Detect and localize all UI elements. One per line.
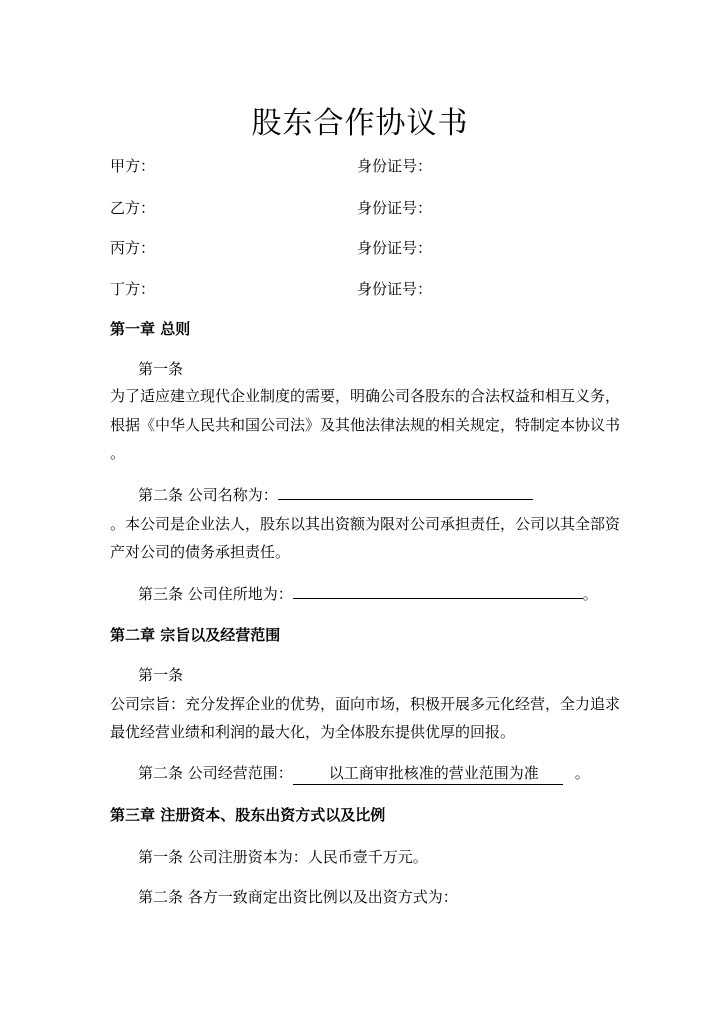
chapter1-article2-line2: 。本公司是企业法人，股东以其出资额为限对公司承担责任，公司以其全部资 [110, 515, 621, 533]
company-address-blank[interactable] [293, 584, 583, 599]
party-b-label: 乙方： [110, 199, 156, 217]
chapter2-article2-row [138, 762, 590, 785]
chapter1-article3-label: 第三条 公司住所地为： [138, 585, 293, 603]
document-title: 股东合作协议书 [251, 106, 469, 141]
party-a-id-label: 身份证号： [357, 157, 433, 175]
chapter1-article2-label: 第二条 公司名称为： [138, 486, 278, 504]
chapter2-article2-end: 。 [574, 764, 590, 782]
chapter1-heading: 第一章 总则 [110, 320, 191, 338]
chapter3-article1: 第一条 公司注册资本为：人民币壹千万元。 [138, 848, 428, 866]
chapter1-article1-line3: 。 [110, 444, 126, 462]
company-name-blank[interactable] [278, 485, 533, 500]
chapter1-article1-line1: 为了适应建立现代企业制度的需要，明确公司各股东的合法权益和相互义务， [110, 387, 621, 405]
party-c-label: 丙方： [110, 239, 156, 257]
chapter2-article1-line2: 最优经营业绩和利润的最大化，为全体股东提供优厚的回报。 [110, 723, 516, 741]
chapter1-article2-row [138, 484, 533, 505]
business-scope-value[interactable]: 以工商审批核准的营业范围为准 [293, 762, 563, 785]
chapter1-article1-title: 第一条 [138, 360, 184, 378]
chapter1-article2-line3: 产对公司的债务承担责任。 [110, 543, 291, 561]
chapter2-article1-title: 第一条 [138, 666, 184, 684]
chapter1-article3-end: 。 [582, 585, 598, 603]
party-d-id-label: 身份证号： [357, 280, 433, 298]
chapter1-article1-line2: 根据《中华人民共和国公司法》及其他法律法规的相关规定，特制定本协议书 [110, 416, 621, 434]
party-d-label: 丁方： [110, 280, 156, 298]
party-b-id-label: 身份证号： [357, 199, 433, 217]
chapter3-heading: 第三章 注册资本、股东出资方式以及比例 [110, 806, 386, 824]
chapter2-article2-label: 第二条 公司经营范围： [138, 764, 293, 782]
chapter2-heading: 第二章 宗旨以及经营范围 [110, 626, 281, 644]
party-c-id-label: 身份证号： [357, 239, 433, 257]
chapter3-article2: 第二条 各方一致商定出资比例以及出资方式为： [138, 888, 458, 906]
chapter2-article1-line1: 公司宗旨：充分发挥企业的优势，面向市场，积极开展多元化经营，全力追求 [110, 695, 621, 713]
party-a-label: 甲方： [110, 157, 156, 175]
chapter1-article3-row [138, 583, 598, 604]
